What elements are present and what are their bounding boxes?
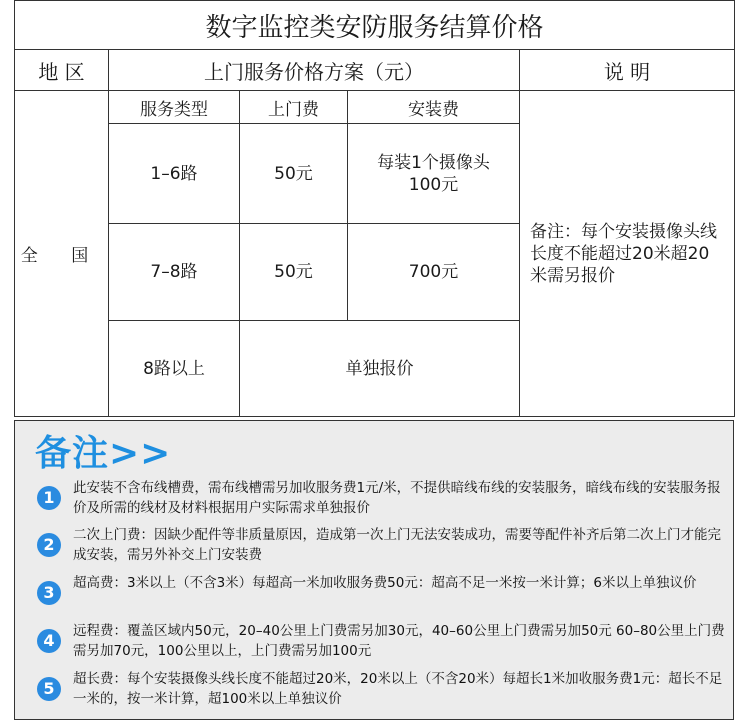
remark-item <box>37 525 727 573</box>
remark-text: 二次上门费：因缺少配件等非质量原因，造成第一次上门无法安装成功，需要等配件补齐后第二次上门才能完成安装，需另外补交上门安装费 <box>73 527 721 563</box>
row1-visit: 50元 <box>240 124 348 224</box>
row3-type: 8路以上 <box>109 321 240 417</box>
row1-install <box>348 124 520 224</box>
number-badge-icon: 5 <box>37 677 61 701</box>
header-region: 地 区 <box>15 50 109 91</box>
row2-visit: 50元 <box>240 224 348 321</box>
subheader-install-fee: 安装费 <box>348 91 520 124</box>
row1-type: 1–6路 <box>109 124 240 224</box>
row3-combined: 单独报价 <box>240 321 520 417</box>
header-plan: 上门服务价格方案（元） <box>109 50 520 91</box>
row1-install-line2: 100元 <box>408 174 459 195</box>
remark-text: 此安装不含布线槽费，需布线槽需另加收服务费1元/米，不提供暗线布线的安装服务，暗线布线的安装服务报价及所需的线材及材料根据用户实际需求单独报价 <box>73 480 721 516</box>
remark-item <box>37 669 727 717</box>
region-cell: 全 国 <box>15 91 109 417</box>
note-cell <box>520 91 735 417</box>
price-table <box>14 0 735 417</box>
number-badge-icon: 2 <box>37 533 61 557</box>
remarks-panel <box>14 420 734 720</box>
remark-item <box>37 478 727 526</box>
header-note: 说 明 <box>520 50 735 91</box>
table-title: 数字监控类安防服务结算价格 <box>15 1 735 50</box>
note-text: 备注：每个安装摄像头线长度不能超过20米超20米需另报价 <box>530 221 717 286</box>
number-badge-icon: 1 <box>37 486 61 510</box>
remark-text: 远程费：覆盖区域内50元，20–40公里上门费需另加30元，40–60公里上门费需另加50元 60–80公里上门费需另加70元，100公里以上，上门费需另加100元 <box>73 623 725 659</box>
remarks-title: 备注>> <box>35 433 172 474</box>
number-badge-icon: 3 <box>37 581 61 605</box>
row1-install-line1: 每装1个摄像头 <box>377 152 490 173</box>
number-badge-icon: 4 <box>37 629 61 653</box>
row2-type: 7–8路 <box>109 224 240 321</box>
subheader-service-type: 服务类型 <box>109 91 240 124</box>
remark-text: 超长费：每个安装摄像头线长度不能超过20米，20米以上（不含20米）每超长1米加收服务费1元：超长不足一米的，按一米计算，超100米以上单独议价 <box>73 671 723 707</box>
row2-install: 700元 <box>348 224 520 321</box>
remark-text: 超高费：3米以上（不含3米）每超高一米加收服务费50元：超高不足一米按一米计算；6米以上单独议价 <box>73 575 697 591</box>
remark-item <box>37 621 727 669</box>
remark-item <box>37 573 727 621</box>
subheader-visit-fee: 上门费 <box>240 91 348 124</box>
price-sheet <box>14 0 734 720</box>
